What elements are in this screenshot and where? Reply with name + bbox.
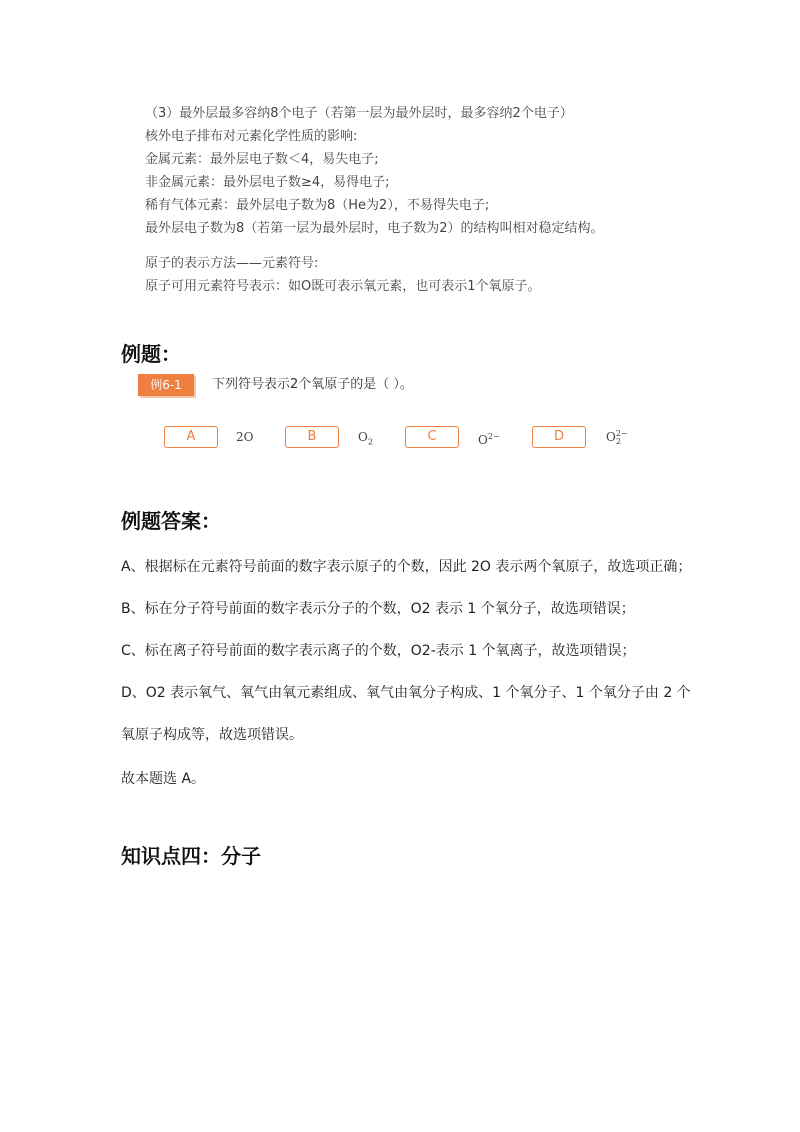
option-c-formula: $O^{2-}$ [478, 432, 500, 447]
example-question: 下列符号表示2个氧原子的是（ ）。 [212, 377, 413, 392]
answer-line: B、标在分子符号前面的数字表示分子的个数，O2 表示 1 个氧分子，故选项错误； [121, 601, 635, 617]
option-a-formula: 2O [236, 430, 254, 444]
example-badge: 例6-1 [138, 374, 194, 396]
section-heading: 知识点四：分子 [121, 844, 261, 868]
answer-line: A、根据标在元素符号前面的数字表示原子的个数，因此 2O 表示两个氧原子，故选项正确； [121, 559, 692, 575]
note-line: 非金属元素：最外层电子数≥4，易得电子; [145, 175, 390, 190]
answer-line: C、标在离子符号前面的数字表示离子的个数，O2-表示 1 个氧离子，故选项错误； [121, 643, 636, 659]
note-line: （3）最外层最多容纳8个电子（若第一层为最外层时，最多容纳2个电子） [145, 106, 573, 121]
option-d-button[interactable]: D [532, 426, 586, 448]
option-a-button[interactable]: A [164, 426, 218, 448]
note-line: 金属元素：最外层电子数＜4，易失电子; [145, 152, 379, 167]
answer-line: 氧原子构成等，故选项错误。 [121, 727, 303, 743]
option-b-button[interactable]: B [285, 426, 339, 448]
note-line: 最外层电子数为8（若第一层为最外层时，电子数为2）的结构叫相对稳定结构。 [145, 221, 604, 236]
option-c-button[interactable]: C [405, 426, 459, 448]
option-d-formula: O 2− 2 [606, 428, 628, 446]
conclusion: 故本题选 A。 [121, 771, 206, 787]
option-b-formula: $O_2$ [358, 430, 373, 447]
symbol-note-line: 原子的表示方法——元素符号: [145, 256, 319, 271]
note-line: 核外电子排布对元素化学性质的影响: [145, 129, 358, 144]
notes-block [145, 102, 705, 298]
answers-block [121, 546, 721, 802]
answer-heading: 例题答案： [121, 509, 221, 533]
note-line: 稀有气体元素：最外层电子数为8（He为2），不易得失电子; [145, 198, 490, 213]
answer-line: D、O2 表示氧气、氧气由氧元素组成、氧气由氧分子构成、1 个氧分子、1 个氧分子由 2 个 [121, 685, 691, 701]
example-heading: 例题： [121, 342, 181, 366]
symbol-note-line: 原子可用元素符号表示：如O既可表示氧元素，也可表示1个氧原子。 [145, 279, 541, 294]
